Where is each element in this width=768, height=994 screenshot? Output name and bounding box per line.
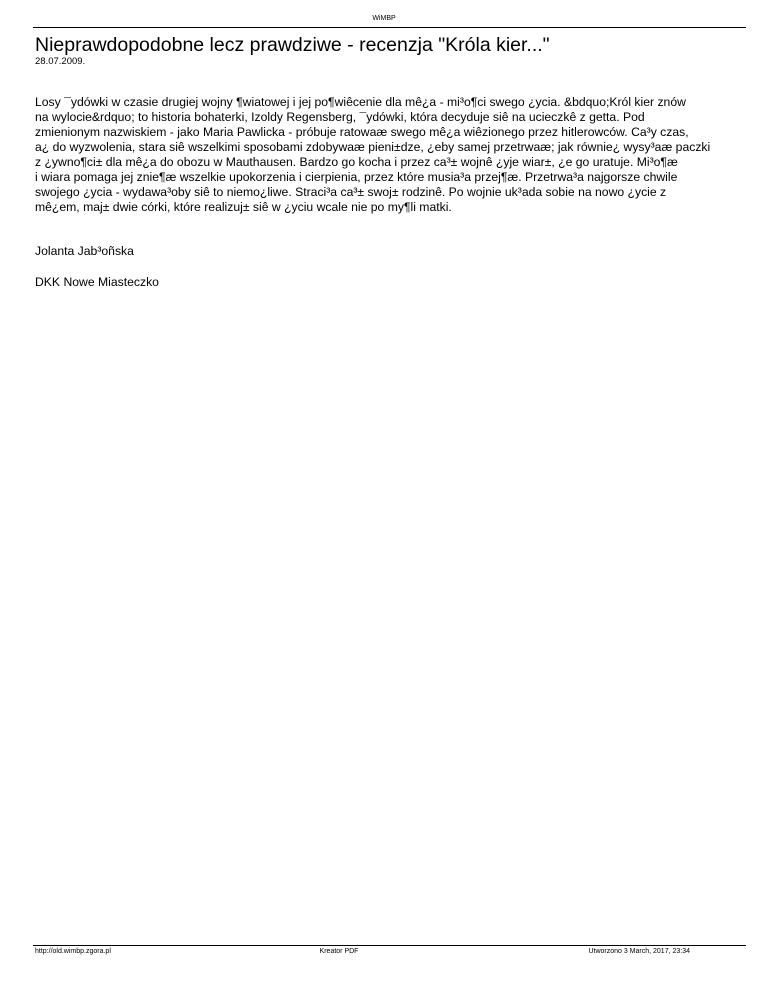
body-line: mê¿em, maj± dwie córki, które realizuj± siê w ¿yciu wcale nie po my¶li matki.	[35, 200, 452, 214]
header-divider	[33, 27, 746, 28]
body-line: Losy ¯ydówki w czasie drugiej wojny ¶wiatowej i jej po¶wiêcenie dla mê¿a - mi³o¶ci swego ¿ycia. &bdquo;Król kier znów	[35, 95, 686, 109]
footer-url[interactable]: http://old.wimbp.zgora.pl	[35, 948, 111, 955]
body-line: swojego ¿ycia - wydawa³oby siê to niemo¿liwe. Straci³a ca³± swoj± rodzinê. Po wojnie uk³ada sobie na nowo ¿ycie z	[35, 185, 667, 199]
body-line: a¿ do wyzwolenia, stara siê wszelkimi sposobami zdobywaæ pieni±dze, ¿eby samej przetrwaæ; jak równie¿ wysy³aæ paczki	[35, 140, 711, 154]
body-line: zmienionym nazwiskiem - jako Maria Pawlicka - próbuje ratowaæ swego mê¿a wiêzionego przez hitlerowców. Ca³y czas,	[35, 125, 689, 139]
article-date: 28.07.2009.	[35, 56, 86, 67]
footer-generator: Kreator PDF	[319, 948, 359, 955]
site-header: WiMBP	[372, 15, 396, 22]
article-title: Nieprawdopodobne lecz prawdziwe - recenzja "Króla kier..."	[35, 34, 550, 56]
article-author: Jolanta Jab³oñska	[35, 244, 134, 258]
article-body	[35, 95, 747, 215]
body-line: na wylocie&rdquo; to historia bohaterki, Izoldy Regensberg, ¯ydówki, która decyduje siê na ucieczkê z getta. Pod	[35, 110, 645, 124]
footer-created-date: Utworzono 3 March, 2017, 23:34	[588, 948, 690, 955]
article-organization: DKK Nowe Miasteczko	[35, 275, 159, 289]
body-line: i wiara pomaga jej znie¶æ wszelkie upokorzenia i cierpienia, przez które musia³a przej¶æ. Przetrwa³a najgorsze chwile	[35, 170, 678, 184]
body-line: z ¿ywno¶ci± dla mê¿a do obozu w Mauthausen. Bardzo go kocha i przez ca³± wojnê ¿yje wiar±, ¿e go uratuje. Mi³o¶æ	[35, 155, 678, 169]
footer-divider	[33, 945, 746, 946]
